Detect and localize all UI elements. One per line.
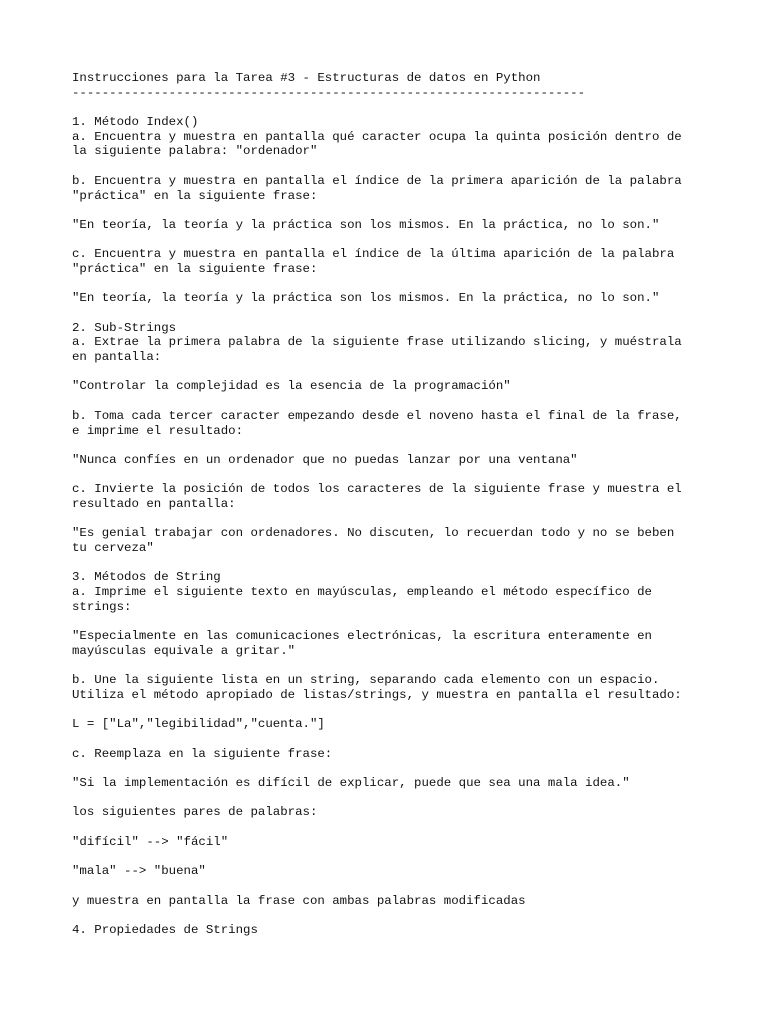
- quoted-phrase: tu cerveza": [72, 541, 154, 555]
- blank-line: [72, 365, 722, 380]
- quoted-phrase: "Controlar la complejidad es la esencia de la programación": [72, 379, 511, 394]
- blank-line: [72, 659, 722, 674]
- instruction-text: y muestra en pantalla la frase con ambas palabras modificadas: [72, 893, 526, 908]
- blank-line: [72, 100, 722, 115]
- blank-line: [72, 233, 722, 248]
- blank-line: [72, 468, 722, 483]
- quoted-phrase: "Si la implementación es difícil de explicar, puede que sea una mala idea.": [72, 776, 630, 790]
- blank-line: [72, 820, 722, 835]
- blank-line: [72, 849, 722, 864]
- instruction-text: e imprime el resultado:: [72, 423, 244, 438]
- blank-line: [72, 556, 722, 571]
- replacement-pair: "difícil" --> "fácil": [72, 834, 229, 849]
- title-underline: ---------------------------------------------------------------------: [72, 85, 586, 100]
- code-list-literal: L = ["La","legibilidad","cuenta."]: [72, 717, 325, 732]
- section-heading-string-methods: 3. Métodos de String: [72, 570, 221, 585]
- blank-line: [72, 394, 722, 409]
- instruction-text: b. Une la siguiente lista en un string, separando cada elemento con un espacio.: [72, 673, 660, 688]
- blank-line: [72, 703, 722, 718]
- blank-line: [72, 306, 722, 321]
- instruction-text: b. Encuentra y muestra en pantalla el índice de la primera aparición de la palabra: [72, 173, 682, 188]
- instruction-text: a. Imprime el siguiente texto en mayúsculas, empleando el método específico de: [72, 585, 652, 600]
- instruction-text: a. Encuentra y muestra en pantalla qué caracter ocupa la quinta posición dentro de: [72, 129, 682, 144]
- instruction-text: en pantalla:: [72, 350, 162, 365]
- section-heading-index: 1. Método Index(): [72, 115, 199, 130]
- quoted-phrase: mayúsculas equivale a gritar.": [72, 643, 296, 658]
- blank-line: [72, 908, 722, 923]
- instruction-text: c. Invierte la posición de todos los caracteres de la siguiente frase y muestra el: [72, 482, 682, 497]
- instruction-text: strings:: [72, 599, 132, 614]
- blank-line: [72, 438, 722, 453]
- instruction-text: a. Extrae la primera palabra de la siguiente frase utilizando slicing, y muéstrala: [72, 335, 682, 350]
- instruction-text: "práctica" en la siguiente frase:: [72, 188, 318, 203]
- instruction-text: los siguientes pares de palabras:: [72, 805, 318, 820]
- blank-line: [72, 879, 722, 894]
- blank-line: [72, 614, 722, 629]
- section-heading-string-properties: 4. Propiedades de Strings: [72, 922, 258, 937]
- instruction-text: Utiliza el método apropiado de listas/strings, y muestra en pantalla el resultado:: [72, 687, 682, 702]
- section-heading-substrings: 2. Sub-Strings: [72, 320, 177, 335]
- instruction-text: la siguiente palabra: "ordenador": [72, 144, 318, 159]
- replacement-pair: "mala" --> "buena": [72, 864, 206, 879]
- blank-line: [72, 791, 722, 806]
- quoted-phrase: "En teoría, la teoría y la práctica son los mismos. En la práctica, no lo son.": [72, 217, 660, 232]
- blank-line: [72, 277, 722, 292]
- instruction-text: resultado en pantalla:: [72, 496, 236, 511]
- blank-line: [72, 203, 722, 218]
- document-page: [72, 71, 722, 938]
- quoted-phrase: "En teoría, la teoría y la práctica son los mismos. En la práctica, no lo son.": [72, 291, 660, 306]
- instruction-text: b. Toma cada tercer caracter empezando desde el noveno hasta el final de la frase,: [72, 408, 682, 423]
- blank-line: [72, 732, 722, 747]
- document-title: Instrucciones para la Tarea #3 - Estructuras de datos en Python: [72, 71, 541, 85]
- quoted-phrase: "Especialmente en las comunicaciones electrónicas, la escritura enteramente en: [72, 629, 652, 644]
- blank-line: [72, 159, 722, 174]
- instruction-text: c. Encuentra y muestra en pantalla el índice de la última aparición de la palabra: [72, 247, 675, 262]
- instruction-text: "práctica" en la siguiente frase:: [72, 261, 318, 276]
- quoted-phrase: "Nunca confíes en un ordenador que no puedas lanzar por una ventana": [72, 452, 578, 467]
- instruction-text: c. Reemplaza en la siguiente frase:: [72, 746, 333, 761]
- blank-line: [72, 512, 722, 527]
- quoted-phrase: "Es genial trabajar con ordenadores. No discuten, lo recuerdan todo y no se beben: [72, 526, 675, 541]
- blank-line: [72, 761, 722, 776]
